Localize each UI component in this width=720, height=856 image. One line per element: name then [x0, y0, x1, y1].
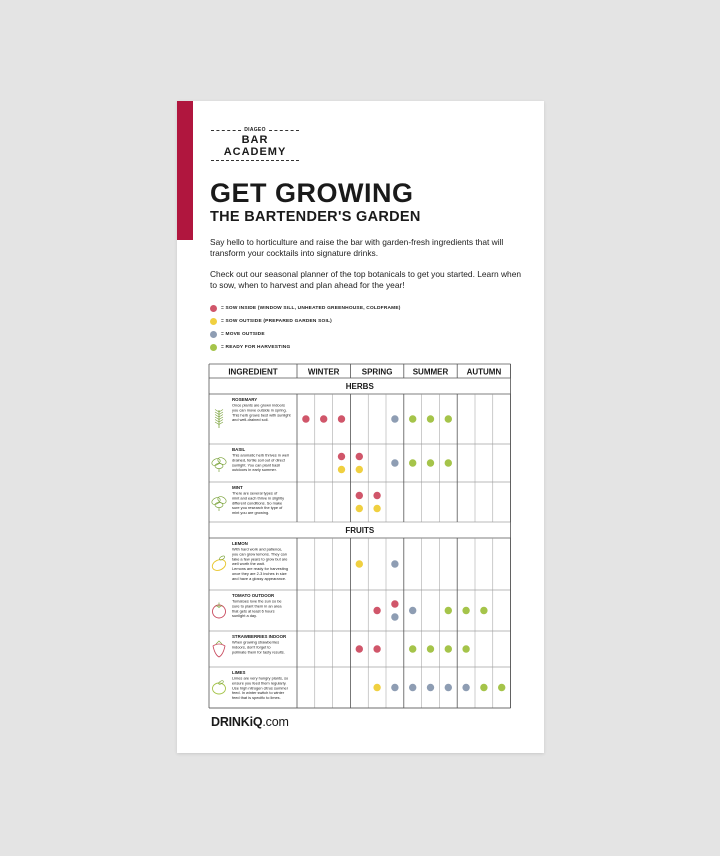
dot-green-col8 — [445, 607, 452, 614]
section-title-herbs: HERBS — [345, 382, 374, 391]
page-title: GET GROWING — [210, 178, 414, 208]
dot-yellow-col3 — [356, 505, 363, 512]
legend-item-sow-outside: = SOW OUTSIDE (PREPARED GARDEN SOIL) — [210, 315, 401, 328]
dot-red-col4 — [373, 607, 380, 614]
dot-blue-col9 — [462, 684, 469, 691]
ingredient-desc-line: take a few years to grow but are — [232, 556, 288, 562]
ingredient-desc-line: indoors, don't forget to — [232, 644, 271, 650]
dot-red-col5 — [391, 600, 398, 607]
ingredient-desc-line: you can move outside in spring. — [232, 407, 287, 413]
ingredient-desc-line: ensure you feed them regularly. — [232, 680, 287, 686]
mint-icon — [211, 495, 228, 511]
brand-name: BAR ACADEMY — [211, 134, 299, 161]
header-season-autumn: AUTUMN — [466, 367, 502, 377]
legend-item-sow-inside: = SOW INSIDE (WINDOW SILL, UNHEATED GREENHOUSE, COLDFRAME) — [210, 302, 401, 315]
ingredient-name: BASIL — [232, 447, 246, 452]
ingredient-desc-line: once they are 2-3 inches in size — [232, 571, 287, 576]
dot-yellow-col3 — [356, 466, 363, 473]
dot-yellow-col2 — [338, 466, 345, 473]
ingredient-desc-line: Tomatoes love the sun so be — [232, 598, 282, 604]
ingredient-desc-line: This aromatic herb thrives in well — [232, 452, 289, 458]
ingredient-desc-line: Lemons are ready for harvesting — [232, 566, 289, 572]
ingredient-desc-line: This herb grows best with sunlight — [232, 412, 291, 418]
rosemary-icon — [215, 410, 223, 429]
dot-red-col3 — [356, 645, 363, 652]
header-season-summer: SUMMER — [412, 367, 449, 377]
dot-blue-col5 — [391, 459, 398, 466]
ingredient-desc-line: different conditions. So make — [232, 500, 283, 506]
dot-yellow-col4 — [373, 684, 380, 691]
ingredient-name: MINT — [232, 485, 243, 490]
dot-red-col2 — [338, 453, 345, 460]
ingredient-desc-line: sure you research the type of — [232, 505, 283, 511]
dot-green-col7 — [427, 415, 434, 422]
ingredient-desc-line: that gets at least 6 hours — [232, 608, 275, 614]
footer-logo: DRINKiQ.com — [211, 715, 289, 729]
ingredient-desc-line: There are several types of — [232, 490, 278, 496]
ingredient-desc-line: sunlight. You can plant basil — [232, 462, 281, 468]
dot-yellow-col4 — [373, 505, 380, 512]
ingredient-desc-line: Once plants are grown indoors — [232, 402, 285, 408]
section-title-fruits: FRUITS — [345, 526, 375, 535]
dot-red-col3 — [356, 492, 363, 499]
dot-green-col8 — [445, 415, 452, 422]
lemon-icon — [211, 555, 228, 572]
header-season-spring: SPRING — [361, 367, 393, 377]
dot-red-col4 — [373, 492, 380, 499]
dot-green-col10 — [480, 684, 487, 691]
ingredient-desc-line: When growing strawberries — [232, 639, 280, 645]
intro-paragraph-1: Say hello to horticulture and raise the bar with garden-fresh ingredients that will transform your cocktails into signature drinks. — [210, 237, 504, 258]
dot-green-col10 — [480, 607, 487, 614]
ingredient-desc-line: mint and each thrive in slightly — [232, 495, 285, 501]
header-ingredient: INGREDIENT — [228, 367, 278, 377]
ingredient-name: LEMON — [232, 541, 248, 546]
ingredient-desc-line: feed that is specific to limes. — [232, 695, 281, 701]
dot-red-col1 — [320, 415, 327, 422]
dot-green-col6 — [409, 645, 416, 652]
dot-blue-col5 — [391, 415, 398, 422]
dot-red-col2 — [338, 415, 345, 422]
ingredient-desc-line: mint you are growing. — [232, 510, 270, 516]
ingredient-desc-line: sure to plant them in an area — [232, 603, 282, 609]
ingredient-desc-line: outdoors in early summer. — [232, 467, 277, 473]
dot-green-col8 — [445, 645, 452, 652]
ingredient-desc-line: and have a glossy appearance. — [232, 575, 287, 581]
ingredient-desc-line: well worth the wait. — [232, 561, 265, 567]
page-subtitle: THE BARTENDER'S GARDEN — [210, 209, 421, 225]
ingredient-name: ROSEMARY — [232, 397, 258, 402]
intro-paragraph-2: Check out our seasonal planner of the top botanicals to get you started. Learn when to sow, when to harvest and plan ahead for the year! — [210, 269, 522, 290]
dot-green-col11 — [498, 684, 505, 691]
dot-blue-col5 — [391, 684, 398, 691]
legend-item-harvest: = READY FOR HARVESTING — [210, 341, 401, 354]
dot-green-col9 — [462, 645, 469, 652]
dot-green-col9 — [462, 607, 469, 614]
dot-red-col0 — [302, 415, 309, 422]
dot-blue-col7 — [427, 684, 434, 691]
dot-green-col6 — [409, 459, 416, 466]
ingredient-name: STRAWBERRIES INDOOR — [232, 634, 287, 639]
dot-green-col7 — [427, 645, 434, 652]
ingredient-desc-line: Limes are very hungry plants, so — [232, 675, 289, 681]
dot-red-col3 — [356, 453, 363, 460]
dot-blue-col6 — [409, 684, 416, 691]
ingredient-desc-line: sunlight a day. — [232, 613, 257, 619]
poster-sheet — [177, 101, 544, 753]
ingredient-desc-line: drained, fertile soil out of direct — [232, 457, 285, 463]
ingredient-desc-line: With hard work and patience, — [232, 546, 283, 552]
dot-blue-col8 — [445, 684, 452, 691]
dot-yellow-col3 — [356, 560, 363, 567]
dot-blue-col6 — [409, 607, 416, 614]
dot-green-col8 — [445, 459, 452, 466]
ingredient-desc-line: pollinate them for tasty results. — [232, 649, 285, 655]
ingredient-name: LIMES — [232, 670, 246, 675]
strawberry-icon — [213, 641, 225, 657]
ingredient-desc-line: and well-drained soil. — [232, 417, 269, 423]
ingredient-desc-line: Use high nitrogen citrus summer — [232, 685, 289, 691]
ingredient-name: TOMATO OUTDOOR — [232, 593, 275, 598]
header-season-winter: WINTER — [307, 367, 340, 377]
dot-blue-col5 — [391, 560, 398, 567]
legend-item-move-outside: = MOVE OUTSIDE — [210, 328, 401, 341]
tomato-icon — [213, 603, 226, 619]
planner-table — [177, 101, 544, 753]
dot-blue-col5 — [391, 613, 398, 620]
dot-red-col4 — [373, 645, 380, 652]
brand-company: DIAGEO — [244, 127, 266, 133]
ingredient-desc-line: feed. In winter switch to winter — [232, 690, 285, 696]
basil-icon — [211, 456, 228, 472]
lime-icon — [213, 680, 226, 694]
dot-green-col7 — [427, 459, 434, 466]
dot-green-col6 — [409, 415, 416, 422]
ingredient-desc-line: you can grow lemons. They can — [232, 551, 287, 557]
